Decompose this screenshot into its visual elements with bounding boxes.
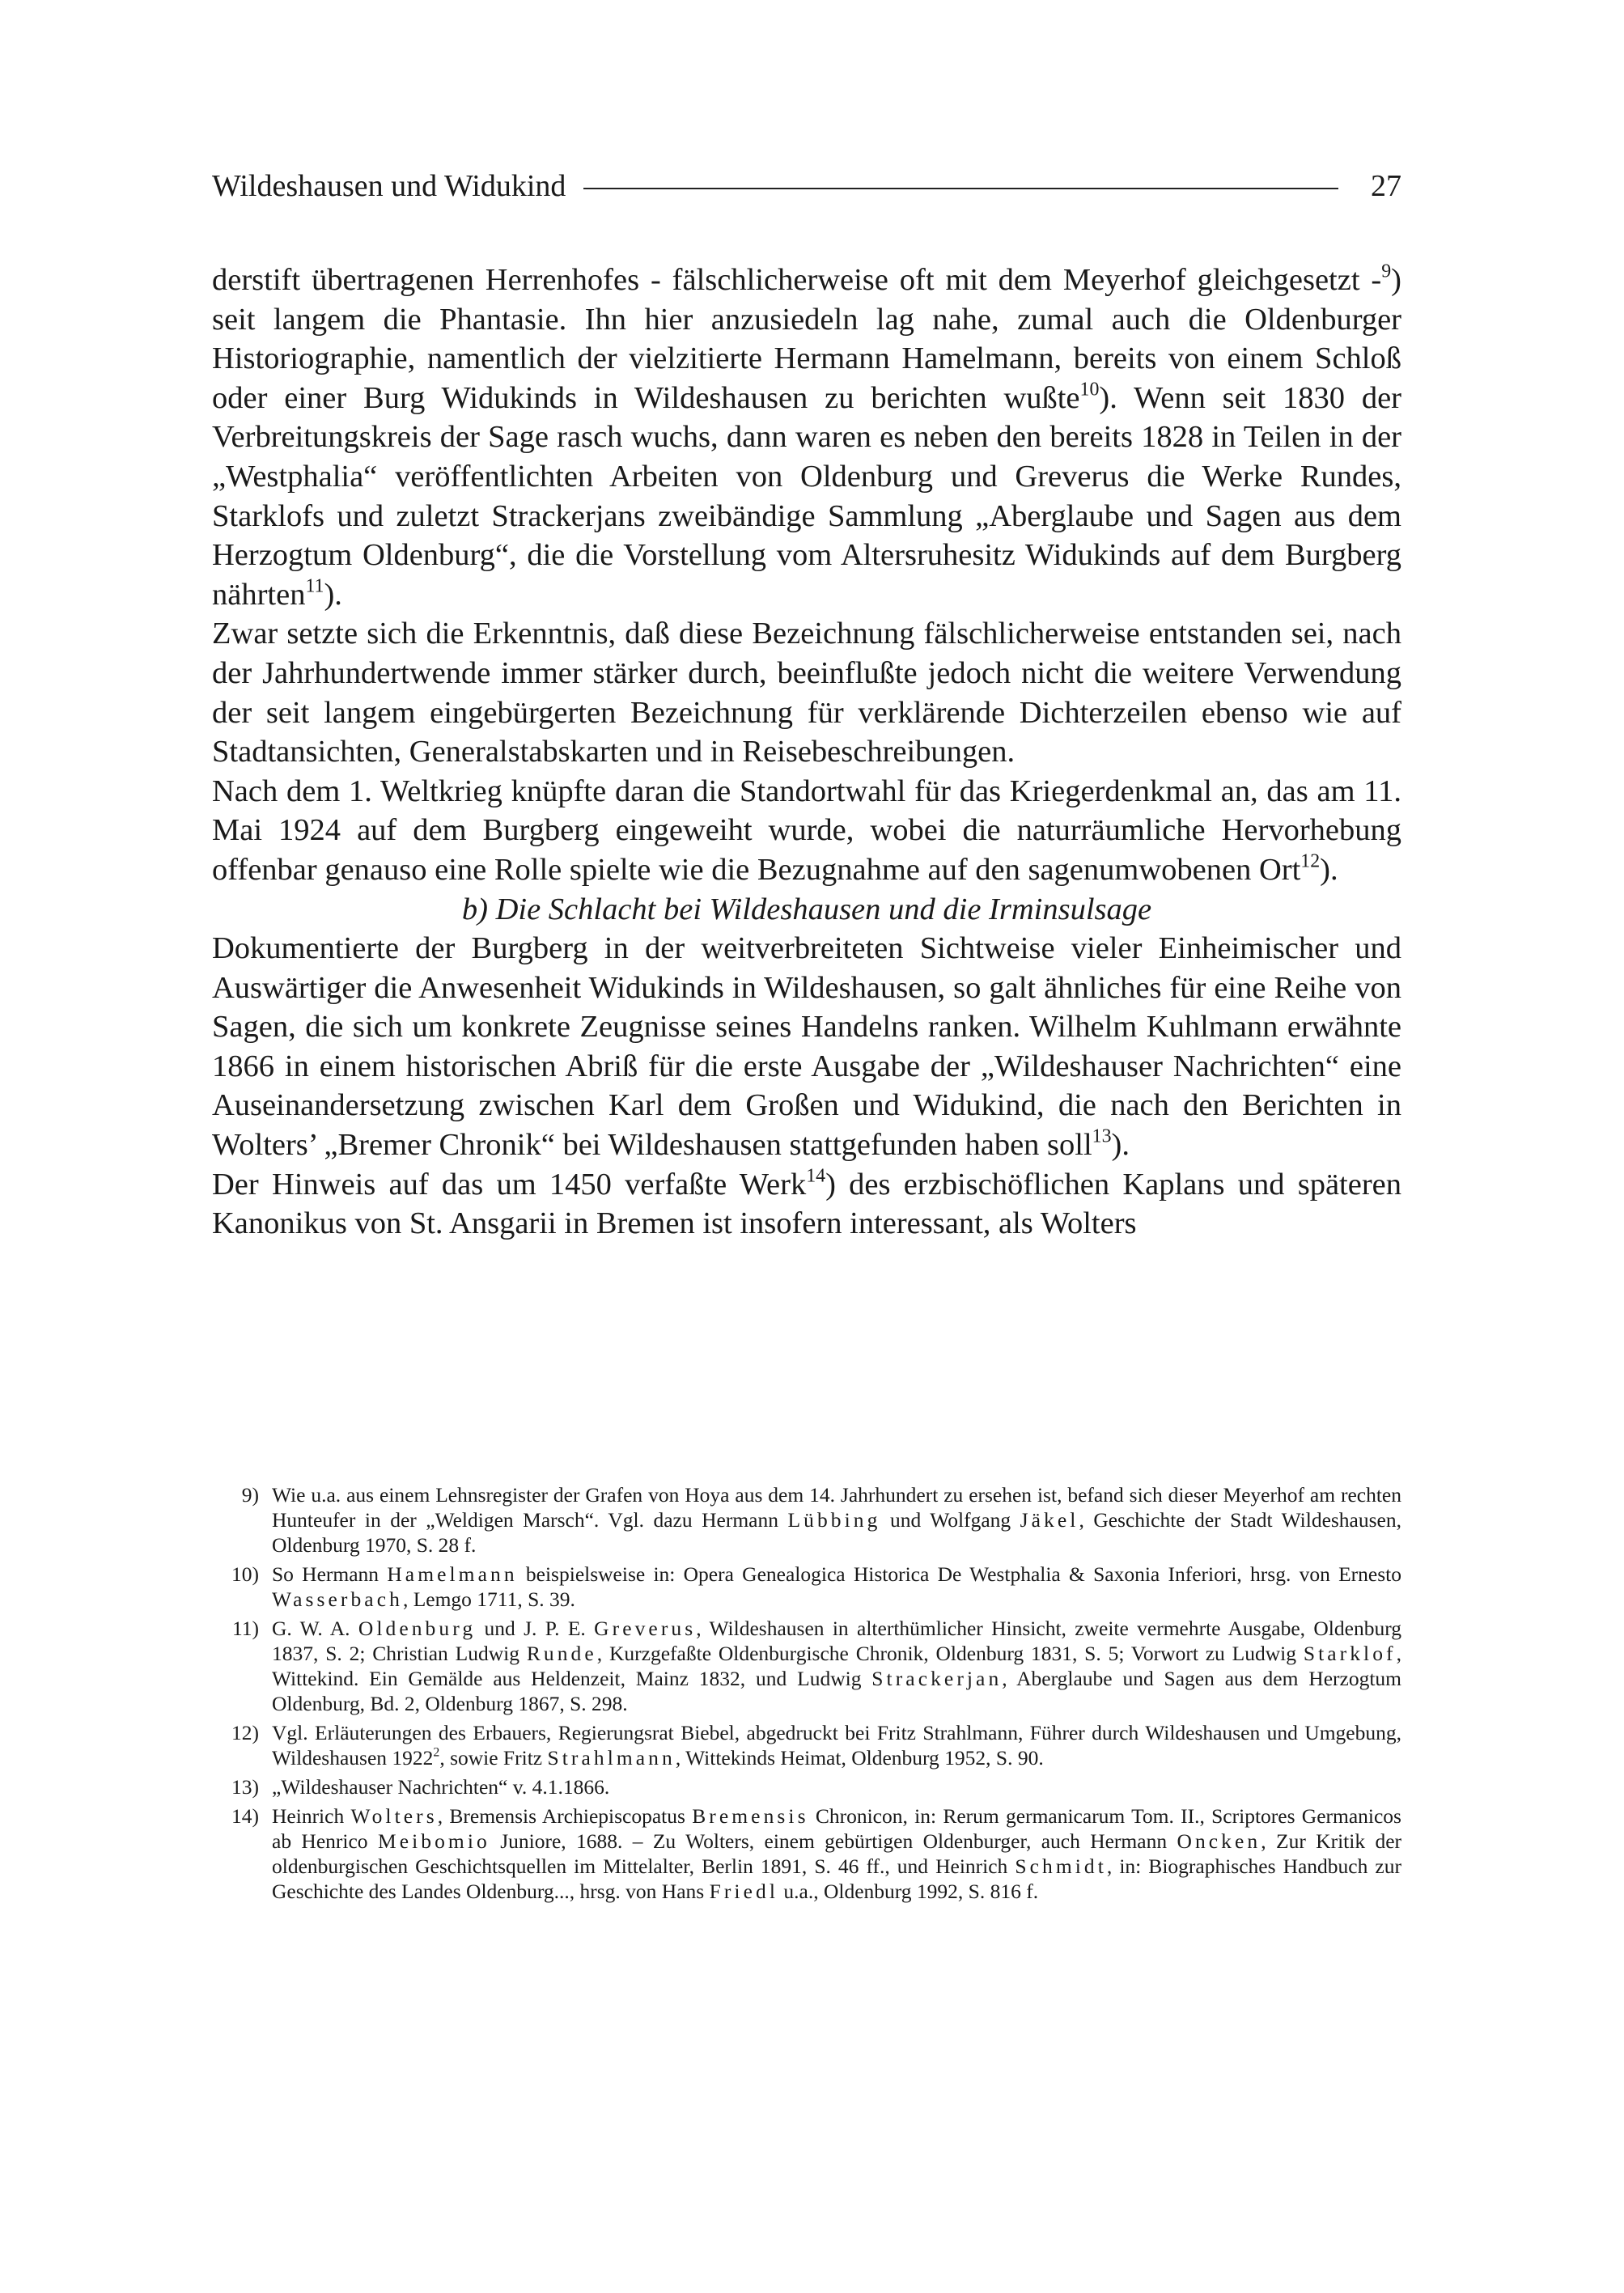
- footnote-12: [212, 1720, 1401, 1770]
- body-text: [212, 261, 1401, 1244]
- paragraph-3: Nach dem 1. Weltkrieg knüpfte daran die Standortwahl für das Kriegerdenkmal an, das am 11. Mai 1924 auf dem Burgberg eingeweiht wurde, wobei die naturräumliche Hervorhebung offenbar genauso eine Rolle spielte wie die Bezugnahme auf den sagenumwobenen Ort$^{12}$).: [212, 774, 1401, 887]
- footnotes: [212, 1482, 1401, 1908]
- footnote-number: 9): [241, 1483, 259, 1507]
- page-number: 27: [1371, 169, 1401, 203]
- footnote-ref-9[interactable]: 9: [1381, 261, 1392, 282]
- footnote-ref-12[interactable]: 12: [1300, 850, 1321, 872]
- footnote-number: 12): [231, 1721, 259, 1744]
- section-subheading: b) Die Schlacht bei Wildeshausen und die Irminsulsage: [461, 892, 1152, 926]
- footnote-ref-13[interactable]: 13: [1092, 1125, 1112, 1147]
- paragraph-1: derstift übertragenen Herrenhofes - fälschlicherweise oft mit dem Meyerhof gleichgesetzt -$^9$) seit langem die Phantasie. Ihn hier anzusiedeln lag nahe, zumal auch die Oldenburger Historiographie, namentlich der vielzitierte Hermann Hamelmann, bereits von einem Schloß oder einer Burg Widukinds in Wildeshausen zu berichten wußte$^{10}$). Wenn seit 1830 der Verbreitungskreis der Sage rasch wuchs, dann waren es neben den bereits 1828 in Teilen in der „Westphalia“ veröffentlichten Arbeiten von Oldenburg und Greverus die Werke Rundes, Starklofs und zuletzt Strackerjans zweibändige Sammlung „Aberglaube und Sagen aus dem Herzogtum Oldenburg“, die die Vorstellung vom Altersruhesitz Widukinds auf dem Burgberg nährten$^{11}$).: [212, 261, 1401, 612]
- footnote-13: [212, 1774, 1401, 1799]
- footnote-text: Wie u.a. aus einem Lehnsregister der Grafen von Hoya aus dem 14. Jahrhundert zu ersehen ist, befand sich dieser Meyerhof am rechten Hunteufer in der „Weldigen Marsch“. Vgl. dazu Hermann Lübbing und Wolfgang Jäkel, Geschichte der Stadt Wildeshausen, Oldenburg 1970, S. 28 f.: [272, 1483, 1401, 1557]
- footnote-number: 10): [231, 1562, 259, 1586]
- footnote-ref-14[interactable]: 14: [806, 1165, 826, 1187]
- footnote-text: G. W. A. Oldenburg und J. P. E. Greverus, Wildeshausen in alterthümlicher Hinsicht, zweite vermehrte Ausgabe, Oldenburg 1837, S. 2; Christian Ludwig Runde, Kurzgefaßte Oldenburgische Chronik, Oldenburg 1831, S. 5; Vorwort zu Ludwig Starklof, Wittekind. Ein Gemälde aus Heldenzeit, Mainz 1832, und Ludwig Strackerjan, Aberglaube und Sagen aus dem Herzogtum Oldenburg, Bd. 2, Oldenburg 1867, S. 298.: [272, 1617, 1401, 1715]
- footnote-11: [212, 1616, 1401, 1716]
- footnote-number: 11): [231, 1617, 259, 1640]
- running-title: Wildeshausen und Widukind: [212, 169, 566, 203]
- header-rule: [583, 188, 1338, 189]
- paragraph-4: Dokumentierte der Burgberg in der weitverbreiteten Sichtweise vieler Einheimischer und Auswärtiger die Anwesenheit Widukinds in Wildeshausen, so galt ähnliches für eine Reihe von Sagen, die sich um konkrete Zeugnisse seines Handelns ranken. Wilhelm Kuhlmann erwähnte 1866 in einem historischen Abriß für die erste Ausgabe der „Wildeshauser Nachrichten“ eine Auseinandersetzung zwischen Karl dem Großen und Widukind, die nach den Berichten in Wolters’ „Bremer Chronik“ bei Wildeshausen stattgefunden haben soll$^{13}$).: [212, 931, 1401, 1163]
- running-header: [212, 166, 1401, 206]
- paragraph-5: Der Hinweis auf das um 1450 verfaßte Werk$^{14}$) des erzbischöflichen Kaplans und späteren Kanonikus von St. Ansgarii in Bremen ist insofern interessant, als Wolters: [212, 1165, 1401, 1241]
- footnote-14: [212, 1803, 1401, 1904]
- footnote-number: 13): [231, 1775, 259, 1799]
- footnote-9: [212, 1482, 1401, 1558]
- footnote-number: 14): [231, 1804, 259, 1828]
- footnote-ref-10[interactable]: 10: [1079, 379, 1100, 401]
- footnote-text: Heinrich Wolters, Bremensis Archiepiscopatus Bremensis Chronicon, in: Rerum germanicarum Tom. II., Scriptores Germanicos ab Henrico Meibomio Juniore, 1688. – Zu Wolters, einem gebürtigen Oldenburger, auch Hermann Oncken, Zur Kritik der oldenburgischen Geschichtsquellen im Mittelalter, Berlin 1891, S. 46 ff., und Heinrich Schmidt, in: Biographisches Handbuch zur Geschichte des Landes Oldenburg..., hrsg. von Hans Friedl u.a., Oldenburg 1992, S. 816 f.: [272, 1804, 1402, 1903]
- footnote-text: „Wildeshauser Nachrichten“ v. 4.1.1866.: [272, 1775, 610, 1799]
- footnote-text: Vgl. Erläuterungen des Erbauers, Regierungsrat Biebel, abgedruckt bei Fritz Strahlmann, Führer durch Wildeshausen und Umgebung, Wildeshausen 1922$^2$, sowie Fritz Strahlmann, Wittekinds Heimat, Oldenburg 1952, S. 90.: [272, 1721, 1401, 1770]
- footnote-text: So Hermann Hamelmann beispielsweise in: Opera Genealogica Historica De Westphalia & Saxonia Inferiori, hrsg. von Ernesto Wasserbach, Lemgo 1711, S. 39.: [272, 1562, 1401, 1611]
- footnote-10: [212, 1562, 1401, 1612]
- paragraph-2: Zwar setzte sich die Erkenntnis, daß diese Bezeichnung fälschlicherweise entstanden sei, nach der Jahrhundertwende immer stärker durch, beeinflußte jedoch nicht die weitere Verwendung der seit langem eingebürgerten Bezeichnung für verklärende Dichterzeilen ebenso wie auf Stadtansichten, Generalstabskarten und in Reisebeschreibungen.: [212, 617, 1401, 769]
- footnote-ref-11[interactable]: 11: [305, 575, 324, 597]
